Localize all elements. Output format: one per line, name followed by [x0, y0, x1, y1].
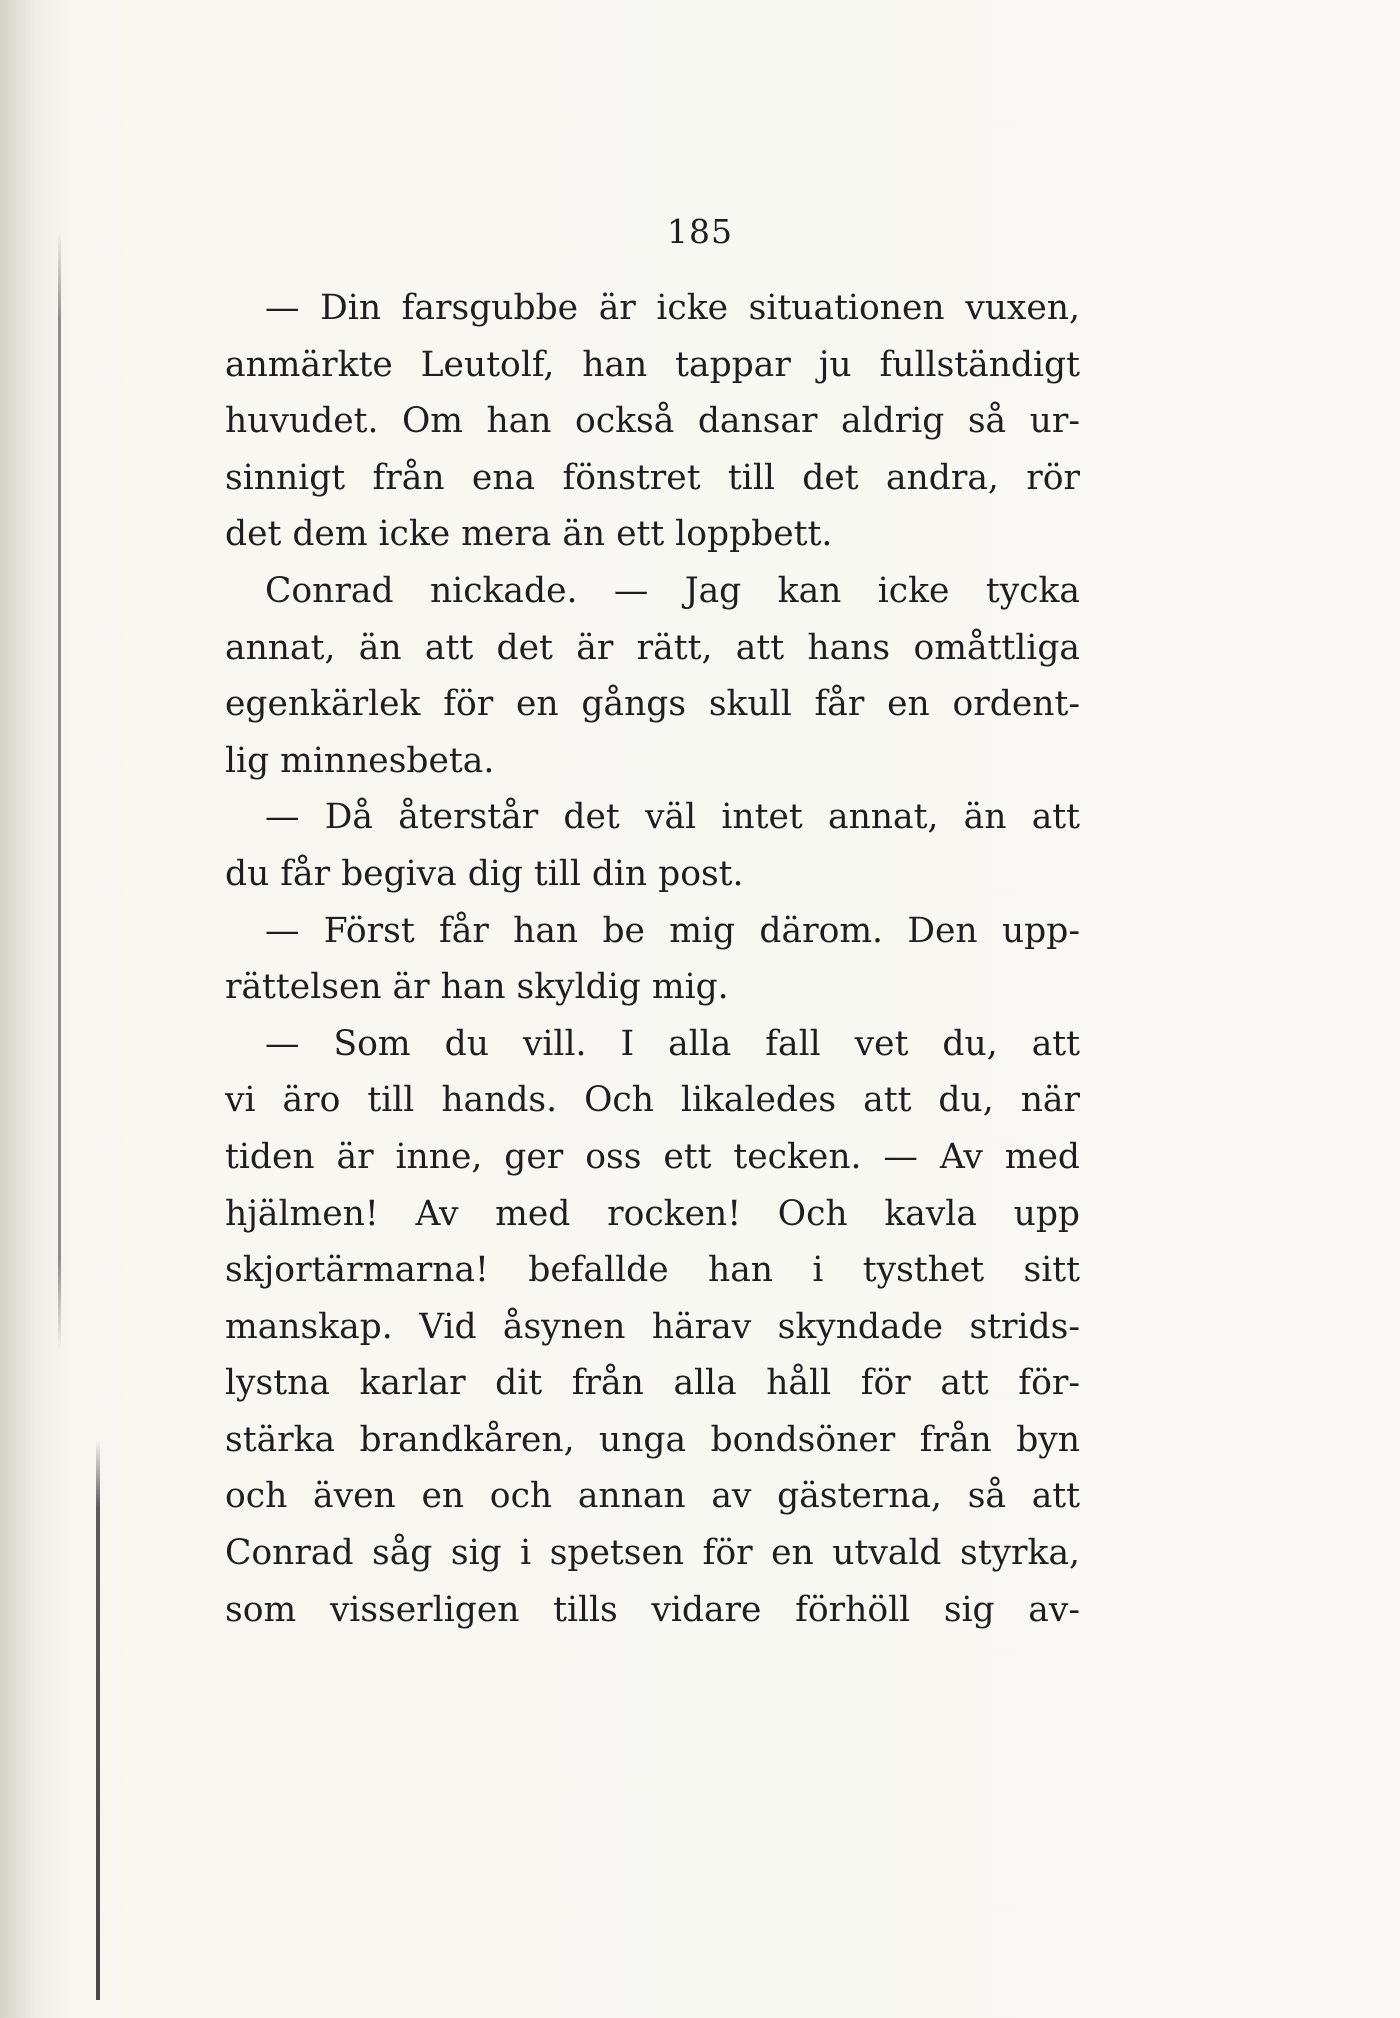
text-line: lig minnesbeta.	[225, 740, 495, 781]
page-edge-line-lower	[96, 1440, 100, 2000]
body-text	[225, 280, 1080, 1638]
text-line: som visserligen tills vidare förhöll sig av-	[225, 1589, 1080, 1630]
text-line: stärka brandkåren, unga bondsöner från byn	[225, 1419, 1080, 1460]
text-line: rättelsen är han skyldig mig.	[225, 967, 729, 1008]
text-line: det dem icke mera än ett loppbett.	[225, 514, 833, 555]
page-number: 185	[667, 212, 733, 251]
text-line: hjälmen! Av med rocken! Och kavla upp	[225, 1193, 1080, 1234]
text-line: — Din farsgubbe är icke situationen vuxen,	[265, 288, 1080, 328]
text-line: Conrad nickade. — Jag kan icke tycka	[265, 570, 1080, 611]
text-line: anmärkte Leutolf, han tappar ju fullständigt	[225, 344, 1080, 385]
text-line: huvudet. Om han också dansar aldrig så ur-	[225, 401, 1080, 442]
text-line: du får begiva dig till din post.	[225, 853, 744, 894]
page-edge-line	[58, 230, 61, 1350]
text-line: vi äro till hands. Och likaledes att du, när	[225, 1080, 1080, 1121]
text-line: annat, än att det är rätt, att hans omåttliga	[225, 627, 1080, 668]
text-line: och även en och annan av gästerna, så att	[225, 1476, 1080, 1517]
text-line: manskap. Vid åsynen härav skyndade strids-	[225, 1306, 1080, 1347]
text-line: lystna karlar dit från alla håll för att för-	[225, 1363, 1080, 1404]
text-line: — Då återstår det väl intet annat, än att	[265, 797, 1080, 838]
text-line: egenkärlek för en gångs skull får en ordent-	[225, 684, 1080, 725]
text-line: skjortärmarna! befallde han i tysthet sitt	[225, 1250, 1080, 1291]
text-line: sinnigt från ena fönstret till det andra, rör	[225, 457, 1080, 498]
text-line: Conrad såg sig i spetsen för en utvald styrka,	[225, 1533, 1080, 1574]
text-line: — Som du vill. I alla fall vet du, att	[265, 1023, 1080, 1064]
text-line: — Först får han be mig därom. Den upp-	[265, 910, 1080, 951]
text-line: tiden är inne, ger oss ett tecken. — Av med	[225, 1136, 1080, 1177]
